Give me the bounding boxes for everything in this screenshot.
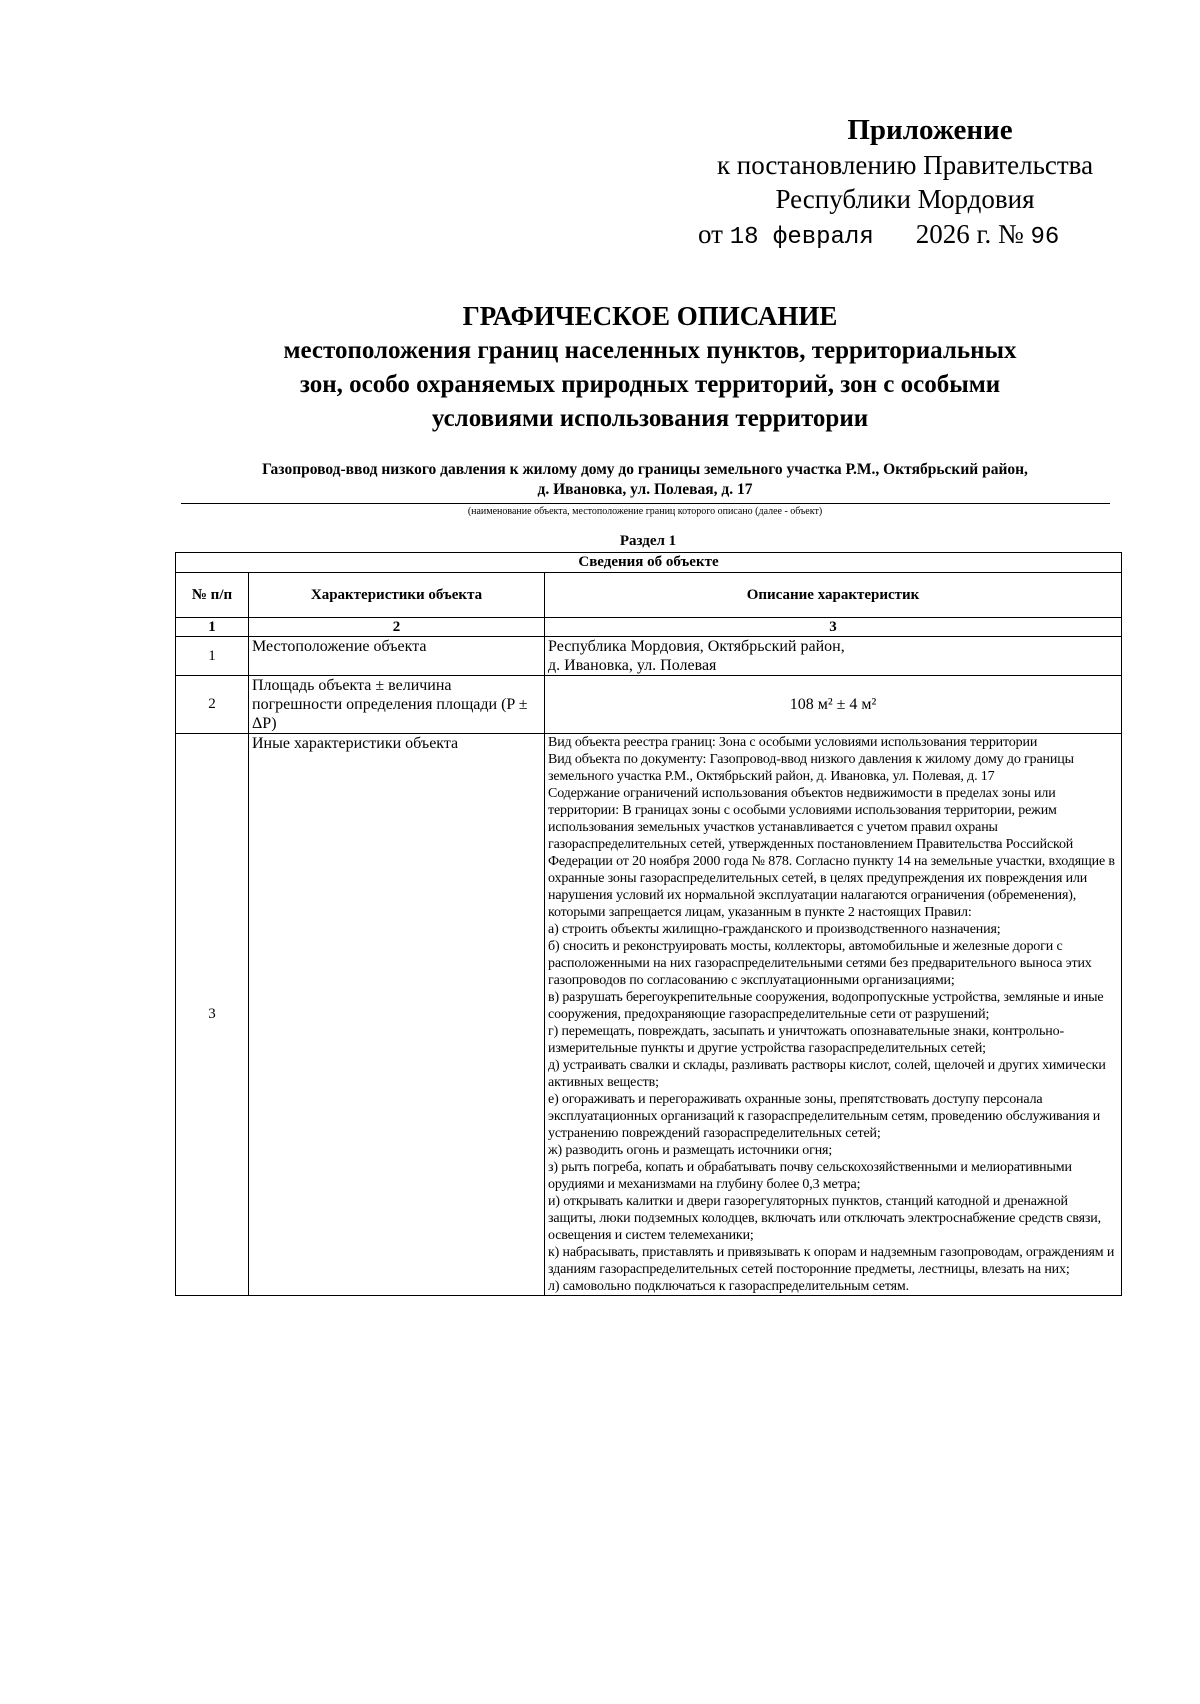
restriction-item: к) набрасывать, приставлять и привязывать к опорам и надземным газопроводам, ограждениям и зданиям газораспределительных сетей посторонние предметы, лестницы, влезать на них; — [548, 1245, 1115, 1277]
row-description: 108 м² ± 4 м² — [545, 676, 1122, 734]
document-subtitle-line-2: зон, особо охраняемых природных территорий, зон с особыми — [299, 371, 1001, 398]
appendix-header — [690, 112, 1120, 256]
object-info-table — [175, 552, 1122, 1296]
object-caption: (наименование объекта, местоположение границ которого описано (далее - объект) — [467, 506, 823, 517]
appendix-date-line — [690, 216, 1120, 256]
header-num: № п/п — [176, 573, 249, 618]
appendix-line-1: к постановлению Правительства — [716, 150, 1094, 180]
date-prefix: от — [698, 219, 723, 249]
restriction-item: е) огораживать и перегораживать охранные зоны, препятствовать доступу персонала эксплуатационных организаций к газораспределительным сетям, проведению обслуживания и устранению повреждений газораспределительных сетей; — [548, 1092, 1101, 1141]
date-year: 2026 г. № — [915, 219, 1024, 249]
object-name-line-2: д. Ивановка, ул. Полевая, д. 17 — [537, 481, 753, 498]
appendix-line-2: Республики Мордовия — [775, 184, 1035, 214]
restriction-item: з) рыть погреба, копать и обрабатывать почву сельскохозяйственными и мелиоративными орудиями и механизмами на глубину более 0,3 метра; — [548, 1160, 1072, 1192]
restriction-item: в) разрушать берегоукрепительные сооружения, водопропускные устройства, земляные и иные сооружения, предохраняющие газораспределительные сети от разрушений; — [548, 990, 1104, 1022]
description-paragraph: Вид объекта по документу: Газопровод-ввод низкого давления к жилому дому до границы земельного участка Р.М., Октябрьский район, д. Ивановка, ул. Полевая, д. 17 — [548, 752, 1074, 784]
table-row — [176, 637, 1122, 676]
object-underline — [181, 503, 1110, 504]
document-title: ГРАФИЧЕСКОЕ ОПИСАНИЕ — [462, 301, 838, 331]
header-description: Описание характеристик — [545, 573, 1122, 618]
row-number: 2 — [176, 676, 249, 734]
row-characteristic: Местоположение объекта — [249, 637, 545, 676]
restriction-item: г) перемещать, повреждать, засыпать и уничтожать опознавательные знаки, контрольно-измерительные пункты и другие устройства газораспределительных сетей; — [548, 1024, 1064, 1056]
row-description — [545, 734, 1122, 1296]
document-number: 96 — [1030, 224, 1060, 251]
description-paragraph: Содержание ограничений использования объектов недвижимости в пределах зоны или территории: В границах зоны с особыми условиями использования территории, режим использования земельных участков устанавливается с учетом правил охраны газораспределительных сетей, утвержденных постановлением Правительства Российской Федерации от 20 ноября 2000 года № 878. Согласно пункту 14 на земельные участки, входящие в охранные зоны газораспределительных сетей, в целях предупреждения их повреждения или нарушения условий их нормальной эксплуатации налагаются ограничения (обременения), которыми запрещается лицам, указанным в пункте 2 настоящих Правил: — [548, 786, 1115, 920]
row-number: 3 — [176, 734, 249, 1296]
header-characteristic: Характеристики объекта — [249, 573, 545, 618]
date-day-month: 18 февраля — [729, 224, 874, 251]
object-name — [180, 460, 1110, 500]
column-number: 3 — [545, 618, 1122, 637]
column-number: 1 — [176, 618, 249, 637]
row-characteristic: Площадь объекта ± величина погрешности определения площади (P ± ΔP) — [249, 676, 545, 734]
restriction-item: ж) разводить огонь и размещать источники огня; — [548, 1143, 833, 1158]
table-row — [176, 676, 1122, 734]
object-name-line-1: Газопровод-ввод низкого давления к жилому дому до границы земельного участка Р.М., Октябрьский район, — [262, 461, 1028, 478]
document-title-block — [130, 298, 1170, 436]
restriction-item: и) открывать калитки и двери газорегуляторных пунктов, станций катодной и дренажной защиты, люки подземных колодцев, включать или отключать электроснабжение средств связи, освещения и систем телемеханики; — [548, 1194, 1101, 1243]
appendix-title: Приложение — [847, 114, 1013, 146]
restriction-item: л) самовольно подключаться к газораспределительным сетям. — [548, 1279, 909, 1294]
restriction-item: а) строить объекты жилищно-гражданского и производственного назначения; — [548, 922, 1001, 937]
description-line: д. Ивановка, ул. Полевая — [548, 657, 717, 674]
row-characteristic: Иные характеристики объекта — [249, 734, 545, 1296]
column-number: 2 — [249, 618, 545, 637]
document-subtitle-line-3: условиями использования территории — [431, 405, 869, 432]
table-caption: Сведения об объекте — [176, 553, 1122, 573]
document-subtitle-line-1: местоположения границ населенных пунктов, территориальных — [283, 337, 1017, 364]
restriction-item: д) устраивать свалки и склады, разливать растворы кислот, солей, щелочей и других химически активных веществ; — [548, 1058, 1106, 1090]
description-paragraph: Вид объекта реестра границ: Зона с особыми условиями использования территории — [548, 735, 1038, 750]
restriction-item: б) сносить и реконструировать мосты, коллекторы, автомобильные и железные дороги с расположенными на них газораспределительными сетями без предварительного выноса этих газопроводов по согласованию с эксплуатационными организациями; — [548, 939, 1092, 988]
section-title: Раздел 1 — [619, 533, 677, 549]
row-number: 1 — [176, 637, 249, 676]
table-row — [176, 734, 1122, 1296]
row-description — [545, 637, 1122, 676]
description-line: Республика Мордовия, Октябрьский район, — [548, 638, 845, 655]
